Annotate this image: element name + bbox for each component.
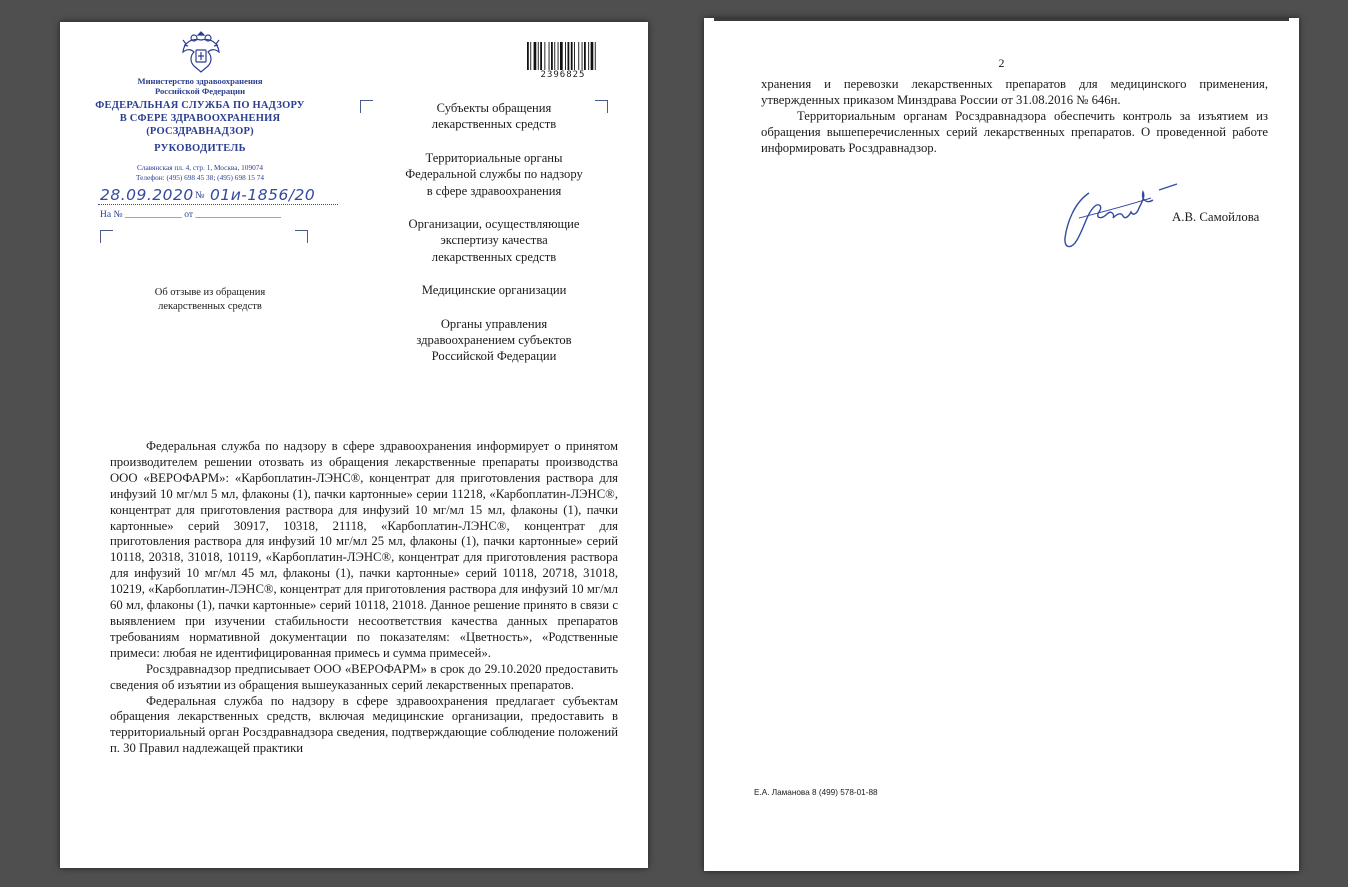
- barcode-bar: [551, 42, 553, 70]
- letter-page-1: [60, 22, 648, 868]
- service-line: (РОСЗДРАВНАДЗОР): [146, 126, 254, 137]
- phone-line: Телефон: (495) 698 45 38; (495) 698 15 74: [135, 173, 264, 182]
- barcode-bar: [591, 42, 594, 70]
- corner-bracket: [295, 230, 308, 243]
- barcode-bar: [549, 42, 550, 70]
- letter-subject: [135, 286, 285, 313]
- recipient-entry: [378, 282, 610, 298]
- signer-name: А.В. Самойлова: [1172, 210, 1260, 224]
- service-line: ФЕДЕРАЛЬНАЯ СЛУЖБА ПО НАДЗОРУ: [95, 100, 305, 111]
- outgoing-date-number: [98, 185, 348, 207]
- corner-bracket: [360, 100, 373, 113]
- ref-blank: __________________: [195, 210, 281, 220]
- reference-line: [100, 210, 350, 220]
- barcode-bar: [565, 42, 566, 70]
- ref-from-label: от: [184, 210, 194, 220]
- barcode-bar: [568, 42, 570, 70]
- barcode-bar: [527, 42, 529, 70]
- subject-line: Об отзыве из обращения: [154, 287, 266, 298]
- address-block: [100, 163, 300, 183]
- corner-bracket: [100, 230, 113, 243]
- recipient-line: Медицинские организации: [421, 283, 567, 298]
- barcode-bar: [584, 42, 586, 70]
- date-underline: [98, 204, 338, 205]
- barcode-bar: [538, 42, 539, 70]
- recipient-line: экспертизу качества: [440, 233, 548, 248]
- recipient-line: Территориальные органы: [425, 150, 563, 165]
- letter-page-2: [704, 18, 1299, 871]
- barcode-bar: [595, 42, 596, 70]
- recipient-line: лекарственных средств: [431, 249, 557, 264]
- barcode-bar: [540, 42, 542, 70]
- barcode-bar: [582, 42, 583, 70]
- barcode-bar: [574, 42, 575, 70]
- paragraph: Росздравнадзор предписывает ООО «ВЕРОФАРМ» в срок до 29.10.2020 предоставить сведения об изъятии из обращения вышеуказанных серий лекарственных препаратов.: [110, 661, 618, 692]
- barcode-bar: [554, 42, 555, 70]
- letter-body: [110, 439, 618, 757]
- recipient-line: Органы управления: [440, 316, 548, 331]
- recipient-line: Российской Федерации: [431, 349, 557, 364]
- barcode-bar: [578, 42, 579, 70]
- barcode-bar: [544, 42, 545, 70]
- barcode-bar: [558, 42, 559, 70]
- recipient-line: здравоохранением субъектов: [416, 333, 572, 348]
- recipient-line: лекарственных средств: [431, 117, 557, 132]
- handwritten-date: 28.09.2020: [100, 186, 194, 204]
- barcode-bar: [571, 42, 573, 70]
- ref-label: На №: [100, 210, 123, 220]
- scan-edge-line: [714, 18, 1289, 21]
- recipient-entry: [378, 100, 610, 133]
- recipient-line: Организации, осуществляющие: [408, 217, 580, 232]
- barcode-number: 2396825: [540, 70, 586, 80]
- recipient-entry: [378, 150, 610, 199]
- recipient-line: Субъекты обращения: [436, 101, 552, 115]
- recipient-entry: [378, 216, 610, 265]
- ministry-line: Министерство здравоохранения: [137, 76, 263, 86]
- letter-body-continued: [761, 77, 1268, 157]
- subject-line: лекарственных средств: [158, 300, 262, 312]
- service-name: [90, 99, 310, 138]
- ministry-name: [100, 76, 300, 96]
- recipient-entry: [378, 316, 610, 365]
- service-line: В СФЕРЕ ЗДРАВООХРАНЕНИЯ: [119, 113, 281, 124]
- coat-of-arms-emblem: [180, 28, 222, 74]
- barcode-bar: [534, 42, 537, 70]
- number-label: №: [195, 190, 205, 201]
- paragraph: Федеральная служба по надзору в сфере здравоохранения информирует о принятом производителем решении отозвать из обращения лекарственные препараты производства ООО «ВЕРОФАРМ»: «Карбоплатин-ЛЭНС®, концентрат для приготовления раствора для инфузий 10 мг/мл 5 мл, флаконы (1), пачки картонные» серии 11218, «Карбоплатин-ЛЭНС®, концентрат для приготовления раствора для инфузий 10 мг/мл 15 мл, флаконы (1), пачки картонные» серий 30917, 10318, 21118, «Карбоплатин-ЛЭНС®, концентрат для приготовления раствора для инфузий 10 мг/мл 25 мл, флаконы (1), пачки картонные» серий 10118, 20318, 31018, 10119, «Карбоплатин-ЛЭНС®, концентрат для приготовления раствора для инфузий 10 мг/мл 45 мл, флаконы (1), пачки картонные» серий 10118, 20718, 31018, 10219, «Карбоплатин-ЛЭНС®, концентрат для приготовления раствора для инфузий 10 мг/мл 60 мл, флаконы (1), пачки картонные» серий 10118, 21018. Данное решение принято в связи с выявлением при изучении стабильности несоответствия качества данных препаратов требованиям нормативной документации по показателям: «Цветность», «Родственные примеси: любая не идентифицированная примесь и сумма примесей».: [110, 439, 618, 660]
- paragraph: Территориальным органам Росздравнадзора обеспечить контроль за изъятием из обращения вышеперечисленных серий лекарственных препаратов. О проведенной работе информировать Росздравнадзор.: [761, 108, 1268, 155]
- handwritten-number: 01и-1856/20: [210, 186, 316, 204]
- page-number: 2: [998, 56, 1005, 70]
- address-line: Славянская пл. 4, стр. 1, Москва, 109074: [136, 163, 264, 172]
- barcode-bar: [560, 42, 563, 70]
- recipient-line: в сфере здравоохранения: [426, 183, 562, 198]
- paragraph: Федеральная служба по надзору в сфере здравоохранения предлагает субъектам обращения лекарственных средств, включая медицинские организации, предоставить в территориальный орган Росздравнадзора сведения, подтверждающие соблюдение положений п. 30 Правил надлежащей практики: [110, 693, 618, 756]
- barcode-bar: [530, 42, 531, 70]
- recipient-line: Федеральной службы по надзору: [405, 167, 583, 182]
- head-title: РУКОВОДИТЕЛЬ: [154, 143, 246, 154]
- ministry-line: Российской Федерации: [154, 86, 246, 96]
- executor-contact: Е.А. Ламанова 8 (499) 578-01-88: [754, 788, 878, 797]
- paragraph: хранения и перевозки лекарственных препаратов для медицинского применения, утвержденных приказом Минздрава России от 31.08.2016 № 646н.: [761, 77, 1268, 107]
- barcode-bar: [588, 42, 589, 70]
- barcode: [527, 42, 599, 70]
- recipients-list: [378, 100, 610, 382]
- ref-blank: ____________: [124, 210, 182, 220]
